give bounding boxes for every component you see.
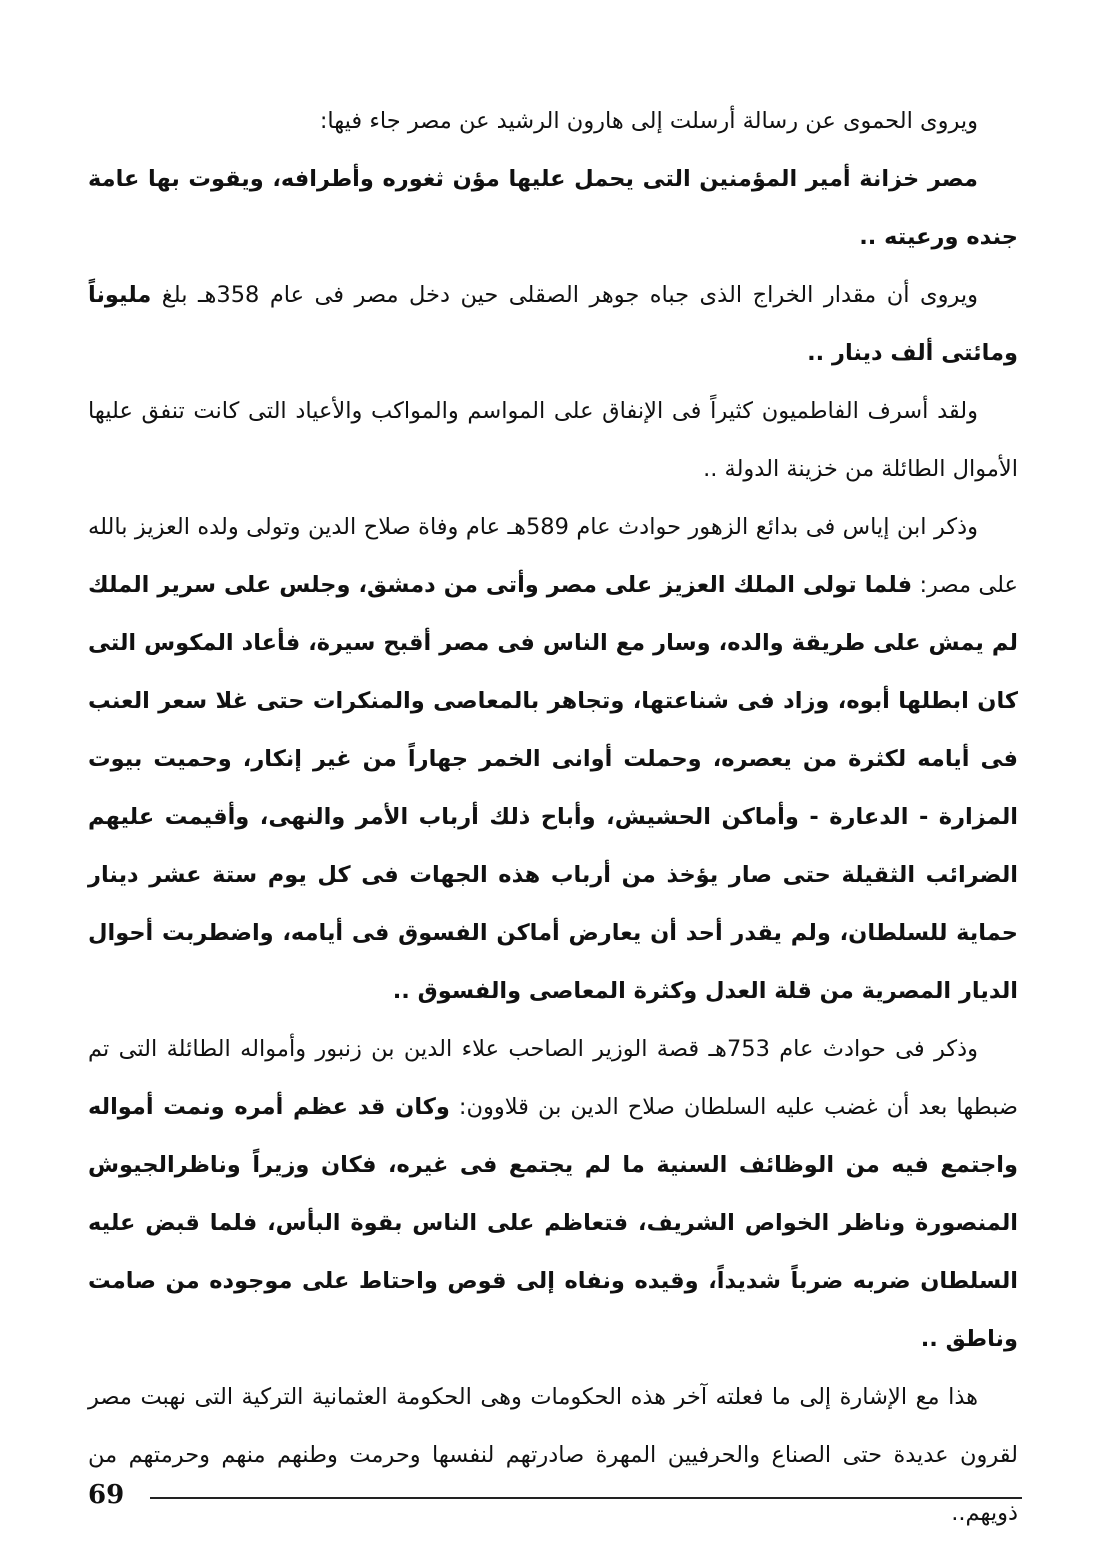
paragraph-quote-egypt-treasury (88, 150, 1018, 266)
paragraph-text: ويروى أن مقدار الخراج الذى جباه جوهر الصقلى حين دخل مصر فى عام 358هـ بلغ (151, 282, 978, 308)
emphasized-text: مليوناً ومائتى ألف دينار .. (88, 282, 1018, 366)
paragraph-text: ولقد أسرف الفاطميون كثيراً فى الإنفاق على المواسم والمواكب والأعياد التى كانت تنفق عليها الأموال الطائلة من خزينة الدولة .. (88, 398, 1018, 482)
paragraph-text: هذا مع الإشارة إلى ما فعلته آخر هذه الحكومات وهى الحكومة العثمانية التركية التى نهبت مصر لقرون عديدة حتى الصناع والحرفيين المهرة صادرتهم لنفسها وحرمت وطنهم منهم وحرمتهم من ذويهم.. (88, 1384, 1018, 1526)
paragraph-text: وذكر فى حوادث عام 753هـ قصة الوزير الصاحب علاء الدين بن زنبور وأمواله الطائلة التى تم ضبطها بعد أن غضب عليه السلطان صلاح الدين بن قلاوون: (88, 1036, 1018, 1120)
quote-text: فلما تولى الملك العزيز على مصر وأتى من دمشق، وجلس على سرير الملك لم يمش على طريقة والده، وسار مع الناس فى مصر أقبح سيرة، فأعاد المكوس التى كان ابطلها أبوه، وزاد فى شناعتها، وتجاهر بالمعاصى والمنكرات حتى غلا سعر العنب فى أيامه لكثرة من يعصره، وحملت أوانى الخمر جهاراً من غير إنكار، وحميت بيوت المزارة - الدعارة - وأماكن الحشيش، وأباح ذلك أرباب الأمر والنهى، وأقيمت عليهم الضرائب الثقيلة حتى صار يؤخذ من أرباب هذه الجهات فى كل يوم ستة عشر دينار حماية للسلطان، ولم يقدر أحد أن يعارض أماكن الفسوق فى أيامه، واضطربت أحوال الديار المصرية من قلة العدل وكثرة المعاصى والفسوق .. (88, 572, 1018, 1004)
paragraph-ottoman-government (88, 1368, 1018, 1542)
paragraph-text: وذكر ابن إياس فى بدائع الزهور حوادث عام 589هـ عام وفاة صلاح الدين وتولى ولده العزيز بالله على مصر: (88, 514, 1018, 598)
page-number: 69 (88, 1480, 125, 1510)
footer-divider (150, 1497, 1022, 1499)
paragraph-hamawi-intro (88, 92, 1018, 150)
paragraph-text: ويروى الحموى عن رسالة أرسلت إلى هارون الرشيد عن مصر جاء فيها: (319, 108, 978, 134)
paragraph-ibn-iyas (88, 498, 1018, 1020)
quote-text: وكان قد عظم أمره ونمت أمواله واجتمع فيه من الوظائف السنية ما لم يجتمع فى غيره، فكان وزيراً وناظرالجيوش المنصورة وناظر الخواص الشريف، فتعاظم على الناس بقوة البأس، فلما قبض عليه السلطان ضربه ضرباً شديداً، وقيده ونفاه إلى قوص واحتاط على موجوده من صامت وناطق .. (88, 1094, 1018, 1352)
paragraph-ibn-zanbur (88, 1020, 1018, 1368)
paragraph-fatimid-spending (88, 382, 1018, 498)
paragraph-kharaj-amount (88, 266, 1018, 382)
quote-text: مصر خزانة أمير المؤمنين التى يحمل عليها مؤن ثغوره وأطرافه، ويقوت بها عامة جنده ورعيته .. (88, 166, 1018, 250)
page-body (88, 92, 1018, 1542)
page-footer (88, 1480, 1022, 1514)
